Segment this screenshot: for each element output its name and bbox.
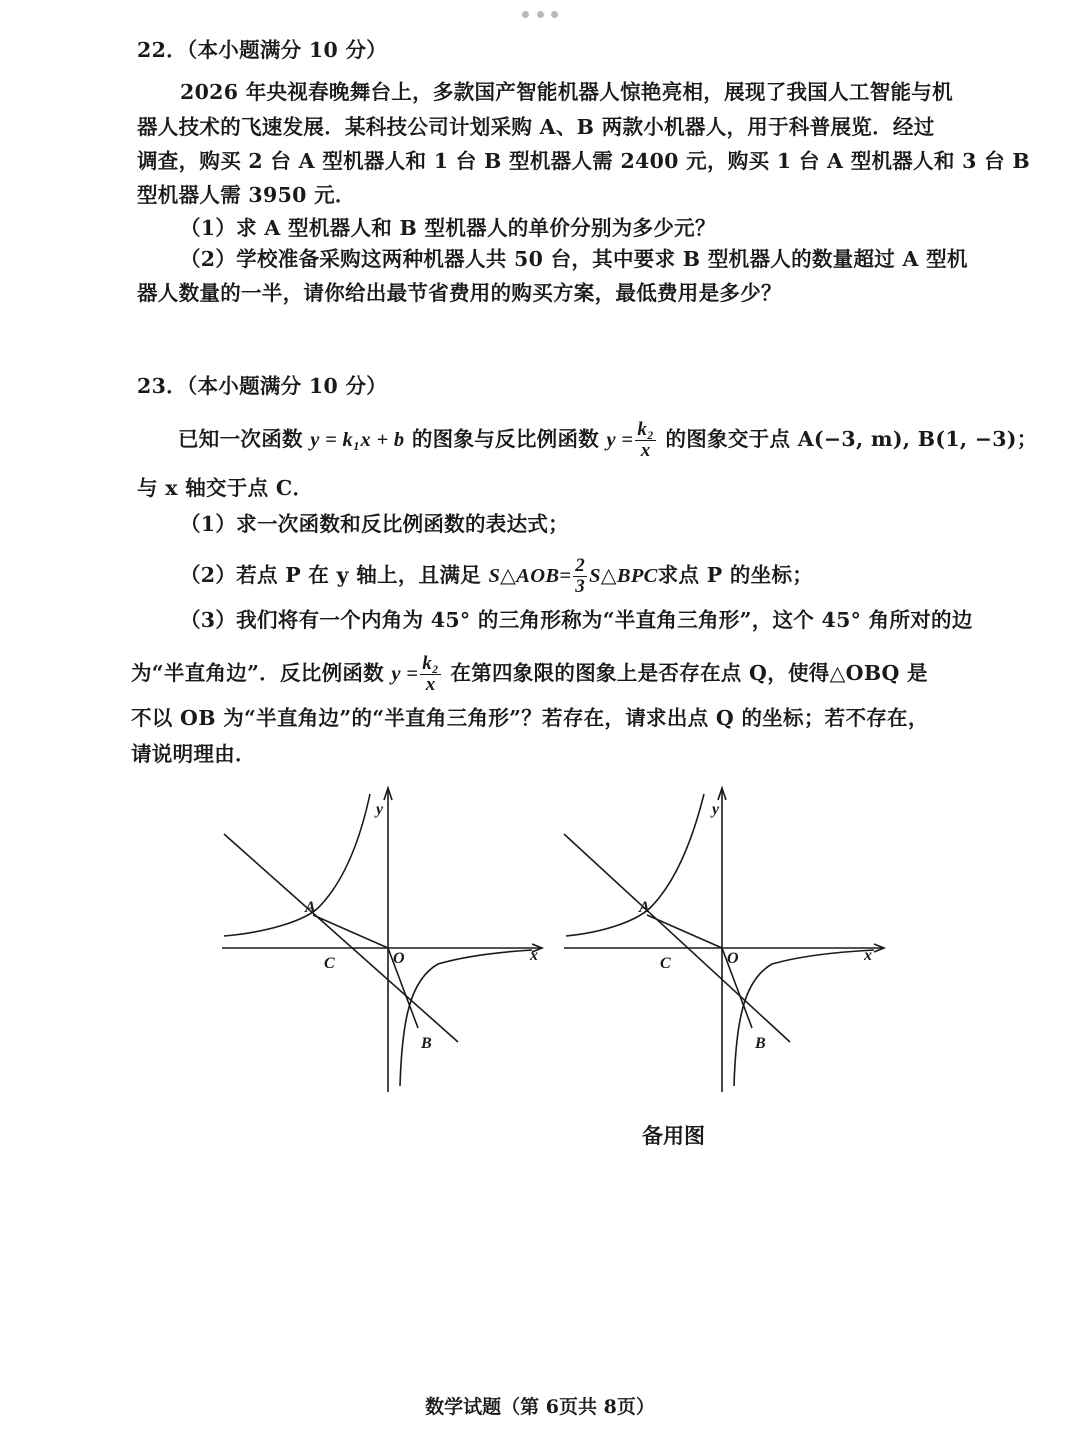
frac-numerator: k₂ <box>637 419 655 440</box>
q23-heading: 23．（本小题满分 10 分） <box>137 374 388 398</box>
q23-subquestion-3-line-3: 不以 OB 为“半直角边”的“半直角三角形”？若存在，请求出点 Q 的坐标；若不存在， <box>131 706 929 730</box>
q23-intro-line-2: 与 x 轴交于点 C． <box>137 476 314 500</box>
q22-heading: 22．（本小题满分 10 分） <box>137 38 388 62</box>
frac-numerator: 2 <box>575 555 586 576</box>
hyperbola-branch-q4 <box>400 950 532 1086</box>
label-o: O <box>727 950 739 967</box>
equals-sign: = <box>559 565 572 587</box>
q23-intro-pre: 已知一次函数 <box>178 427 311 451</box>
label-c: C <box>324 955 335 972</box>
q22-subquestion-2-cont: 器人数量的一半，请你给出最节省费用的购买方案，最低费用是多少？ <box>137 281 782 305</box>
linear-function-line <box>564 834 790 1042</box>
label-o: O <box>393 950 405 967</box>
hyperbola-branch-q2 <box>224 794 370 936</box>
q23-subquestion-3-line-2 <box>131 654 928 695</box>
inverse-lhs: y = <box>391 663 419 685</box>
two-thirds-fraction <box>573 556 587 597</box>
label-y: y <box>712 801 720 818</box>
page-footer: 数学试题（第 6页共 8页） <box>425 1396 655 1418</box>
frac-numerator: k₂ <box>422 653 439 674</box>
label-b: B <box>755 1035 766 1052</box>
area-bpc: S△BPC <box>589 565 658 587</box>
q22-paragraph-line: 2026 年央视春晚舞台上，多款国产智能机器人惊艳亮相，展现了我国人工智能与机 <box>180 80 953 104</box>
label-y: y <box>376 801 384 818</box>
linear-function: y = k₁x + b <box>310 429 405 451</box>
label-a: A <box>639 899 650 916</box>
q22-paragraph-line: 调查，购买 2 台 A 型机器人和 1 台 B 型机器人需 2400 元，购买 1 台 A 型机器人和 3 台 B <box>137 149 1031 173</box>
q23-subquestion-2 <box>180 556 813 597</box>
linear-function-line <box>224 834 458 1042</box>
q23-intro-post: 的图象交于点 A(−3, m), B(1, −3)； <box>658 427 1038 451</box>
q23-subquestion-3: （3）我们将有一个内角为 45° 的三角形称为“半直角三角形”，这个 45° 角所对的边 <box>180 608 973 632</box>
hyperbola-branch-q2 <box>566 794 704 936</box>
q23-subquestion-1: （1）求一次函数和反比例函数的表达式； <box>180 512 569 536</box>
q23-s2-post: 求点 P 的坐标； <box>657 563 814 587</box>
inverse-lhs: y = <box>606 429 634 451</box>
frac-denominator: 3 <box>575 576 586 597</box>
function-graph-main <box>210 780 550 1100</box>
label-b: B <box>421 1035 432 1052</box>
frac-denominator: x <box>640 440 651 461</box>
label-x: x <box>530 947 538 964</box>
q22-subquestion-2: （2）学校准备采购这两种机器人共 50 台，其中要求 B 型机器人的数量超过 A 型机 <box>180 247 968 271</box>
function-graph-spare <box>552 780 892 1100</box>
q23-subquestion-3-line-4: 请说明理由． <box>131 742 256 766</box>
q23-s2-pre: （2）若点 P 在 y 轴上，且满足 <box>180 563 489 587</box>
frac-denominator: x <box>425 674 436 695</box>
inverse-fraction <box>635 420 656 461</box>
figure-caption: 备用图 <box>642 1123 705 1148</box>
q23-s3b-pre: 为“半直角边”．反比例函数 <box>131 661 392 685</box>
hyperbola-branch-q4 <box>734 950 874 1086</box>
label-c: C <box>660 955 671 972</box>
segment-ao <box>313 915 388 948</box>
q23-intro-mid: 的图象与反比例函数 <box>404 427 607 451</box>
inverse-fraction <box>420 654 441 695</box>
q23-s3b-post: 在第四象限的图象上是否存在点 Q，使得△OBQ 是 <box>442 661 928 685</box>
q23-intro-line <box>178 420 1038 461</box>
q22-paragraph-line: 器人技术的飞速发展．某科技公司计划采购 A、B 两款小机器人，用于科普展览．经过 <box>137 115 935 139</box>
q22-subquestion-1: （1）求 A 型机器人和 B 型机器人的单价分别为多少元？ <box>180 216 716 240</box>
label-a: A <box>305 899 316 916</box>
segment-ao <box>647 915 722 948</box>
q22-paragraph-line: 型机器人需 3950 元． <box>137 183 356 207</box>
label-x: x <box>864 947 872 964</box>
area-aob: S△AOB <box>488 565 560 587</box>
